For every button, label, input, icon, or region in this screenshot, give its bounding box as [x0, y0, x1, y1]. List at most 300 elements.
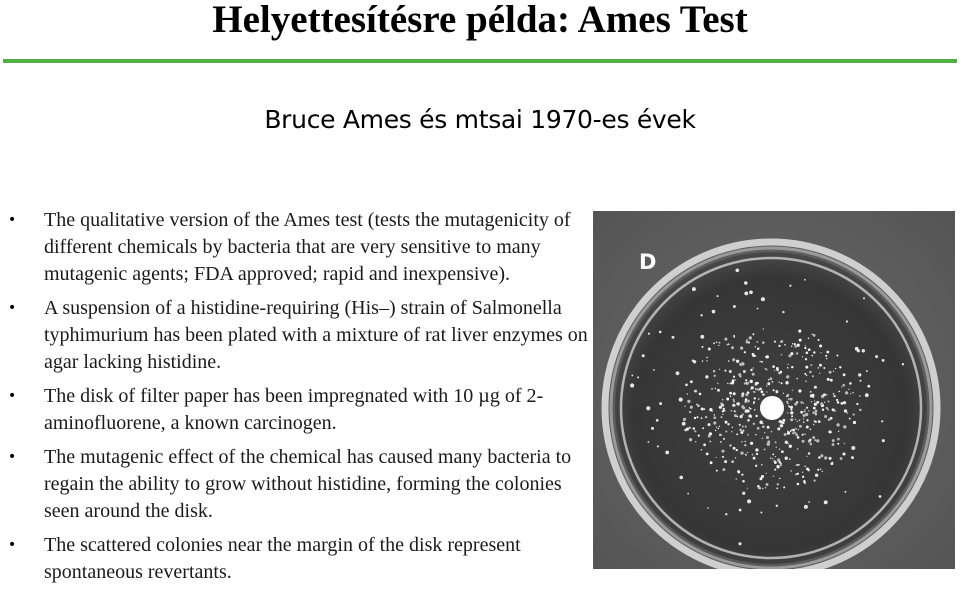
revertant-dot [659, 331, 662, 334]
colony-dot [776, 465, 779, 468]
colony-dot [717, 389, 720, 392]
colony-dot [830, 431, 832, 433]
colony-dot [814, 403, 817, 406]
colony-dot [762, 488, 763, 489]
colony-dot [716, 470, 718, 472]
colony-dot [767, 426, 770, 429]
colony-dot [785, 381, 788, 384]
colony-dot [746, 339, 747, 340]
colony-dot [780, 421, 783, 424]
colony-dot [732, 427, 733, 428]
colony-dot [735, 457, 736, 458]
colony-dot [772, 453, 774, 455]
revertant-dot [739, 509, 742, 512]
colony-dot [792, 432, 794, 434]
colony-dot [841, 386, 842, 387]
colony-dot [706, 360, 708, 362]
colony-dot [716, 342, 718, 344]
colony-dot [806, 375, 807, 376]
colony-dot [735, 379, 736, 380]
revertant-dot [672, 336, 675, 339]
revertant-dot [700, 314, 702, 316]
colony-dot [814, 439, 816, 441]
colony-dot [745, 400, 747, 402]
colony-dot [790, 418, 793, 421]
colony-dot [729, 392, 732, 395]
colony-dot [717, 383, 718, 384]
colony-dot [776, 446, 777, 447]
colony-dot [752, 454, 754, 456]
colony-dot [812, 436, 815, 439]
colony-dot [753, 367, 755, 369]
colony-dot [757, 427, 760, 430]
revertant-dot [648, 441, 650, 443]
revertant-dot [882, 359, 885, 362]
revertant-dot [646, 406, 650, 410]
colony-dot [718, 342, 720, 344]
colony-dot [819, 345, 822, 348]
revertant-dot [701, 346, 703, 348]
colony-dot [781, 450, 784, 453]
colony-dot [720, 402, 723, 405]
revertant-dot [648, 333, 650, 335]
colony-dot [836, 354, 838, 356]
colony-dot [742, 425, 744, 427]
colony-dot [797, 436, 800, 439]
colony-dot [735, 478, 737, 480]
colony-dot [803, 421, 805, 423]
colony-dot [731, 431, 733, 433]
colony-dot [683, 418, 686, 421]
colony-dot [738, 373, 741, 376]
colony-dot [803, 480, 806, 483]
slide-subtitle: Bruce Ames és mtsai 1970-es évek [264, 105, 696, 134]
bullet-text: The disk of filter paper has been impregnated with 10 µg of 2-aminofluorene, a known carcinogen. [44, 385, 544, 434]
colony-dot [790, 398, 793, 401]
revertant-dot [693, 360, 696, 363]
colony-dot [838, 391, 840, 393]
colony-dot [726, 344, 728, 346]
colony-dot [806, 407, 808, 409]
colony-dot [776, 367, 779, 370]
colony-dot [843, 425, 846, 428]
panel-label: D [639, 250, 657, 274]
revertant-dot [866, 370, 868, 372]
colony-dot [705, 416, 707, 418]
colony-dot [794, 345, 797, 348]
revertant-dot [717, 295, 719, 297]
colony-dot [796, 378, 797, 379]
colony-dot [716, 457, 717, 458]
colony-dot [739, 428, 742, 431]
colony-dot [766, 436, 769, 439]
colony-dot [753, 423, 755, 425]
revertant-dot [789, 285, 791, 287]
colony-dot [810, 391, 812, 393]
bullet-text: The scattered colonies near the margin of the disk represent spontaneous revertants. [44, 534, 521, 583]
colony-dot [759, 421, 762, 424]
colony-dot [753, 403, 755, 405]
colony-dot [790, 411, 793, 414]
colony-dot [733, 400, 735, 402]
colony-dot [836, 423, 839, 426]
colony-dot [693, 427, 696, 430]
colony-dot [737, 470, 740, 473]
colony-dot [826, 358, 828, 360]
colony-dot [689, 438, 692, 441]
revertant-dot [882, 439, 885, 442]
colony-dot [792, 429, 795, 432]
colony-dot [756, 341, 758, 343]
colony-dot [747, 420, 749, 422]
colony-dot [799, 420, 800, 421]
colony-dot [775, 441, 777, 443]
colony-dot [752, 333, 754, 335]
colony-dot [797, 473, 799, 475]
colony-dot [758, 398, 760, 400]
bullet-item [0, 444, 590, 525]
colony-dot [758, 486, 761, 489]
revertant-dot [631, 375, 633, 377]
colony-dot [795, 434, 798, 437]
revertant-dot [707, 507, 709, 509]
colony-dot [720, 416, 722, 418]
revertant-dot [902, 363, 904, 365]
colony-dot [764, 432, 765, 433]
colony-dot [812, 375, 814, 377]
colony-dot [766, 483, 769, 486]
revertant-dot [857, 349, 860, 352]
colony-dot [799, 339, 802, 342]
colony-dot [798, 389, 801, 392]
colony-dot [766, 473, 767, 474]
colony-dot [740, 346, 743, 349]
colony-dot [812, 411, 815, 414]
colony-dot [722, 399, 723, 400]
colony-dot [790, 470, 792, 472]
colony-dot [843, 373, 846, 376]
colony-dot [701, 408, 704, 411]
colony-dot [775, 390, 778, 393]
colony-dot [826, 407, 828, 409]
colony-dot [767, 443, 770, 446]
colony-dot [706, 453, 709, 456]
colony-dot [723, 438, 725, 440]
colony-dot [818, 420, 821, 423]
colony-dot [701, 449, 703, 451]
colony-dot [832, 439, 835, 442]
colony-dot [766, 391, 767, 392]
colony-dot [755, 388, 756, 389]
colony-dot [697, 404, 699, 406]
colony-dot [722, 456, 724, 458]
colony-dot [718, 345, 719, 346]
colony-dot [804, 373, 806, 375]
colony-dot [742, 392, 745, 395]
colony-dot [797, 464, 799, 466]
colony-dot [802, 472, 803, 473]
revertant-dot [653, 369, 655, 371]
colony-dot [733, 392, 736, 395]
colony-dot [806, 456, 807, 457]
colony-dot [756, 453, 758, 455]
colony-dot [785, 441, 788, 444]
colony-dot [724, 460, 727, 463]
revertant-dot [862, 349, 865, 352]
revertant-dot [687, 493, 689, 495]
colony-dot [710, 461, 713, 464]
colony-dot [859, 409, 862, 412]
colony-dot [740, 415, 743, 418]
colony-dot [706, 357, 708, 359]
colony-dot [759, 361, 761, 363]
revertant-dot [776, 505, 778, 507]
colony-dot [842, 384, 845, 387]
colony-dot [708, 347, 711, 350]
colony-dot [778, 345, 780, 347]
colony-dot [828, 418, 831, 421]
colony-dot [798, 330, 801, 333]
colony-dot [696, 404, 697, 405]
colony-dot [702, 360, 703, 361]
colony-dot [789, 445, 792, 448]
colony-dot [840, 457, 843, 460]
colony-dot [715, 388, 716, 389]
colony-dot [747, 488, 748, 489]
colony-dot [779, 461, 781, 463]
colony-dot [824, 415, 827, 418]
colony-dot [809, 439, 811, 441]
colony-dot [709, 408, 712, 411]
colony-dot [811, 394, 813, 396]
revertant-dot [700, 335, 704, 339]
colony-dot [784, 433, 787, 436]
colony-dot [690, 380, 693, 383]
petri-dish-photo [593, 211, 955, 569]
colony-dot [800, 411, 803, 414]
filter-paper-disk [760, 396, 784, 420]
colony-dot [790, 352, 793, 355]
revertant-dot [865, 393, 869, 397]
colony-dot [813, 334, 816, 337]
colony-dot [725, 421, 728, 424]
revertant-dot [713, 342, 715, 344]
colony-dot [809, 371, 812, 374]
colony-dot [736, 449, 738, 451]
colony-dot [781, 354, 783, 356]
colony-dot [718, 428, 720, 430]
colony-dot [772, 365, 775, 368]
colony-dot [745, 441, 746, 442]
colony-dot [757, 348, 759, 350]
colony-dot [786, 375, 789, 378]
revertant-dot [659, 402, 662, 405]
colony-dot [841, 402, 844, 405]
colony-dot [703, 444, 706, 447]
colony-dot [740, 431, 743, 434]
revertant-dot [637, 376, 639, 378]
colony-dot [755, 415, 757, 417]
colony-dot [771, 431, 772, 432]
colony-dot [798, 429, 799, 430]
colony-dot [729, 370, 732, 373]
colony-dot [743, 370, 746, 373]
bullet-item [0, 383, 590, 437]
revertant-dot [630, 383, 634, 387]
bullet-item [0, 532, 590, 586]
bullet-marker: • [8, 537, 17, 553]
revertant-dot [679, 476, 683, 480]
colony-dot [849, 418, 851, 420]
colony-dot [791, 366, 793, 368]
colony-dot [803, 403, 804, 404]
colony-dot [741, 405, 744, 408]
colony-dot [774, 469, 776, 471]
colony-dot [795, 428, 797, 430]
colony-dot [808, 348, 811, 351]
revertant-dot [761, 297, 765, 301]
revertant-dot [851, 446, 855, 450]
colony-dot [694, 417, 696, 419]
colony-dot [749, 407, 751, 409]
colony-dot [815, 474, 818, 477]
colony-dot [761, 361, 763, 363]
colony-dot [831, 462, 833, 464]
colony-dot [792, 390, 793, 391]
colony-dot [816, 439, 819, 442]
colony-dot [808, 337, 810, 339]
colony-dot [802, 414, 805, 417]
colony-dot [741, 441, 742, 442]
colony-dot [699, 393, 702, 396]
colony-dot [781, 424, 782, 425]
colony-dot [732, 358, 735, 361]
colony-dot [759, 477, 762, 480]
revertant-dot [858, 373, 861, 376]
colony-dot [711, 388, 713, 390]
colony-dot [787, 412, 788, 413]
colony-dot [791, 346, 792, 347]
colony-dot [829, 457, 832, 460]
colony-dot [709, 440, 711, 442]
colony-dot [814, 420, 816, 422]
colony-dot [750, 380, 753, 383]
colony-dot [775, 456, 776, 457]
colony-dot [805, 345, 806, 346]
colony-dot [787, 364, 788, 365]
colony-dot [814, 386, 817, 389]
colony-dot [816, 401, 819, 404]
colony-dot [746, 394, 748, 396]
colony-dot [744, 444, 746, 446]
colony-dot [829, 371, 832, 374]
colony-dot [721, 450, 724, 453]
bullet-marker: • [8, 388, 17, 404]
bullet-marker: • [8, 212, 17, 228]
colony-dot [736, 360, 739, 363]
colony-dot [804, 466, 805, 467]
colony-dot [763, 328, 764, 329]
colony-dot [701, 417, 703, 419]
colony-dot [774, 341, 776, 343]
colony-dot [806, 352, 809, 355]
colony-dot [687, 400, 690, 403]
revertant-dot [682, 422, 686, 426]
colony-dot [784, 344, 786, 346]
revertant-dot [851, 456, 854, 459]
colony-dot [843, 401, 846, 404]
colony-dot [733, 335, 735, 337]
colony-dot [808, 410, 809, 411]
colony-dot [802, 440, 805, 443]
colony-dot [716, 427, 717, 428]
colony-dot [794, 432, 796, 434]
colony-dot [828, 401, 830, 403]
colony-dot [848, 388, 849, 389]
colony-dot [812, 334, 813, 335]
colony-dot [766, 385, 767, 386]
colony-dot [719, 369, 720, 370]
colony-dot [802, 356, 803, 357]
colony-dot [810, 429, 812, 431]
colony-dot [713, 370, 716, 373]
colony-dot [791, 415, 793, 417]
colony-dot [825, 355, 827, 357]
colony-dot [694, 430, 696, 432]
colony-dot [745, 410, 748, 413]
colony-dot [850, 393, 851, 394]
revertant-dot [846, 320, 848, 322]
colony-dot [762, 425, 765, 428]
revertant-dot [824, 500, 828, 504]
colony-dot [820, 454, 823, 457]
colony-dot [774, 370, 775, 371]
colony-dot [722, 414, 723, 415]
revertant-dot [804, 505, 808, 509]
colony-dot [745, 426, 747, 428]
colony-dot [751, 416, 752, 417]
colony-dot [779, 421, 780, 422]
colony-dot [720, 441, 722, 443]
colony-dot [772, 381, 774, 383]
colony-dot [813, 407, 816, 410]
colony-dot [830, 379, 833, 382]
colony-dot [838, 431, 839, 432]
colony-dot [778, 372, 779, 373]
colony-dot [837, 401, 840, 404]
colony-dot [815, 412, 817, 414]
colony-dot [755, 434, 756, 435]
colony-dot [777, 427, 780, 430]
colony-dot [803, 418, 805, 420]
revertant-dot [867, 385, 870, 388]
colony-dot [715, 430, 716, 431]
colony-dot [805, 366, 808, 369]
colony-dot [789, 458, 791, 460]
colony-dot [727, 383, 728, 384]
colony-dot [805, 358, 807, 360]
colony-dot [797, 421, 799, 423]
revertant-dot [657, 445, 659, 447]
colony-dot [697, 416, 699, 418]
colony-dot [797, 483, 800, 486]
colony-dot [724, 370, 726, 372]
colony-dot [810, 443, 813, 446]
colony-dot [836, 399, 838, 401]
colony-dot [730, 395, 732, 397]
colony-dot [818, 339, 820, 341]
colony-dot [827, 378, 830, 381]
